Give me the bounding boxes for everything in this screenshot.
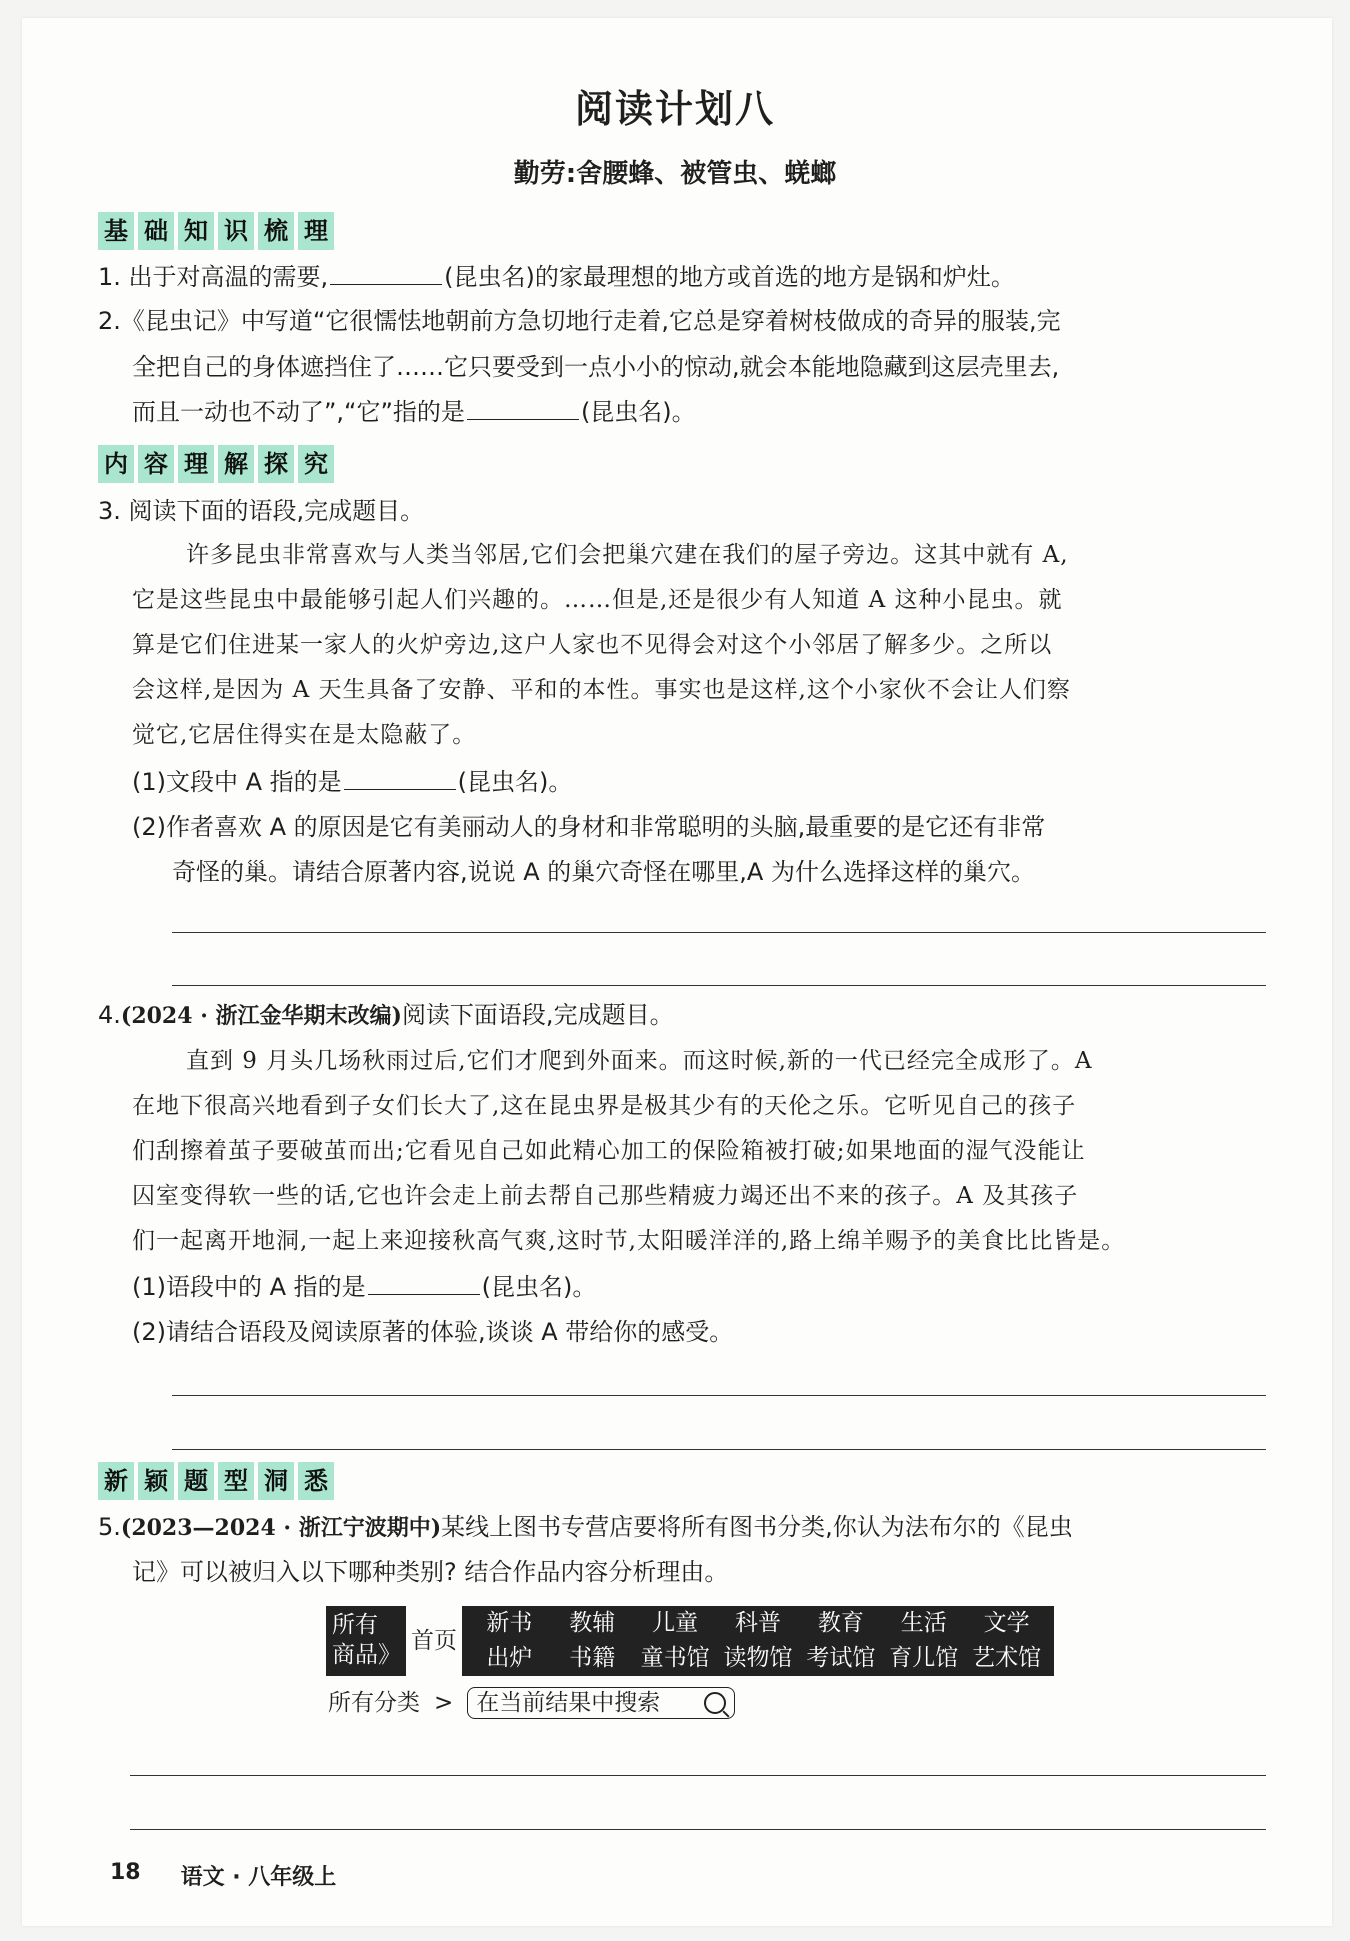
question-5-line-2: 记》可以被归入以下哪种类别? 结合作品内容分析理由。 xyxy=(132,1558,729,1586)
heading-char: 颖 xyxy=(138,1462,174,1500)
q3-sub-2-line-1: (2)作者喜欢 A 的原因是它有美丽动人的身材和非常聪明的头脑,最重要的是它还有非常 xyxy=(132,813,1046,841)
q4-passage-line: 在地下很高兴地看到子女们长大了,这在昆虫界是极其少有的天伦之乐。它听见自己的孩子 xyxy=(132,1093,1077,1119)
heading-char: 容 xyxy=(138,445,174,483)
heading-char: 知 xyxy=(178,212,214,250)
category-item[interactable]: 考试馆 xyxy=(806,1645,876,1671)
q3-passage-line: 觉它,它居住得实在是太隐蔽了。 xyxy=(132,722,477,748)
heading-char: 悉 xyxy=(298,1462,334,1500)
q3-passage-line: 算是它们住进某一家人的火炉旁边,这户人家也不见得会对这个小邻居了解多少。之所以 xyxy=(132,632,1053,658)
q2-text-pre: 而且一动也不动了”,“它”指的是 xyxy=(132,398,465,426)
q3-sub1-post: (昆虫名)。 xyxy=(457,768,573,796)
q4-sub-1 xyxy=(132,1272,596,1302)
heading-char: 新 xyxy=(98,1462,134,1500)
category-item[interactable]: 文学 xyxy=(983,1610,1030,1636)
answer-line[interactable] xyxy=(172,1395,1266,1396)
q1-text-pre: 1. 出于对高温的需要, xyxy=(98,263,329,291)
search-icon[interactable] xyxy=(704,1692,726,1714)
answer-line[interactable] xyxy=(130,1829,1266,1830)
q3-passage-line: 会这样,是因为 A 天生具备了安静、平和的本性。事实也是这样,这个小家伙不会让人们察 xyxy=(132,677,1071,703)
q1-text-post: (昆虫名)的家最理想的地方或首选的地方是锅和炉灶。 xyxy=(444,263,1015,291)
answer-line[interactable] xyxy=(172,985,1266,986)
answer-line[interactable] xyxy=(172,1449,1266,1450)
heading-char: 内 xyxy=(98,445,134,483)
q2-text-post: (昆虫名)。 xyxy=(580,398,696,426)
home-link[interactable]: 首页 xyxy=(411,1628,457,1654)
bookstore-nav-bar xyxy=(326,1606,1054,1676)
question-2-line-3 xyxy=(132,397,696,427)
chevron-right-icon: > xyxy=(434,1690,454,1716)
question-2-line-1: 2.《昆虫记》中写道“它很懦怯地朝前方急切地行走着,它总是穿着树枝做成的奇异的服装,完 xyxy=(98,307,1061,335)
category-item[interactable]: 科普 xyxy=(734,1610,781,1636)
heading-char: 题 xyxy=(178,1462,214,1500)
answer-blank[interactable] xyxy=(467,397,579,420)
question-5-line-1 xyxy=(98,1512,1073,1543)
q4-number: 4. xyxy=(98,1001,121,1029)
all-products-button[interactable] xyxy=(326,1606,406,1676)
q5-text: 某线上图书专营店要将所有图书分类,你认为法布尔的《昆虫 xyxy=(441,1513,1073,1541)
category-menu xyxy=(462,1606,1054,1676)
answer-blank[interactable] xyxy=(368,1272,480,1295)
q4-passage-line: 直到 9 月头几场秋雨过后,它们才爬到外面来。而这时候,新的一代已经完全成形了。A xyxy=(186,1048,1093,1074)
q4-passage-line: 们一起离开地洞,一起上来迎接秋高气爽,这时节,太阳暖洋洋的,路上绵羊赐予的美食比比皆是。 xyxy=(132,1228,1126,1254)
all-products-label-2: 商品》 xyxy=(332,1642,401,1668)
page-subtitle: 勤劳:舍腰蜂、被管虫、蜣螂 xyxy=(513,159,837,189)
all-categories-link[interactable]: 所有分类 xyxy=(328,1690,420,1716)
all-products-label-1: 所有 xyxy=(332,1612,378,1638)
category-item[interactable]: 出炉 xyxy=(486,1645,533,1671)
q3-sub1-pre: (1)文段中 A 指的是 xyxy=(132,768,342,796)
section-heading-basic xyxy=(98,212,334,252)
answer-blank[interactable] xyxy=(330,262,442,285)
heading-char: 型 xyxy=(218,1462,254,1500)
category-item[interactable]: 艺术馆 xyxy=(972,1645,1042,1671)
q4-sub-2: (2)请结合语段及阅读原著的体验,谈谈 A 带给你的感受。 xyxy=(132,1318,734,1346)
category-item[interactable]: 书籍 xyxy=(569,1645,616,1671)
search-placeholder: 在当前结果中搜索 xyxy=(476,1690,661,1716)
q4-passage-line: 们刮擦着茧子要破茧而出;它看见自己如此精心加工的保险箱被打破;如果地面的湿气没能让 xyxy=(132,1138,1086,1164)
section-heading-understand xyxy=(98,445,334,485)
question-1 xyxy=(98,262,1015,292)
answer-line[interactable] xyxy=(172,932,1266,933)
page-title: 阅读计划八 xyxy=(574,86,775,131)
page-number: 18 xyxy=(110,1860,141,1885)
answer-blank[interactable] xyxy=(344,767,456,790)
category-item[interactable]: 生活 xyxy=(900,1610,947,1636)
q4-intro-text: 阅读下面语段,完成题目。 xyxy=(401,1001,674,1029)
q3-passage-line: 它是这些昆虫中最能够引起人们兴趣的。……但是,还是很少有人知道 A 这种小昆虫。就 xyxy=(132,587,1063,613)
heading-char: 洞 xyxy=(258,1462,294,1500)
q4-sub1-post: (昆虫名)。 xyxy=(481,1273,597,1301)
category-item[interactable]: 教育 xyxy=(817,1610,864,1636)
category-item[interactable]: 读物馆 xyxy=(723,1645,793,1671)
answer-line[interactable] xyxy=(130,1775,1266,1776)
category-item[interactable]: 童书馆 xyxy=(640,1645,710,1671)
q5-number: 5. xyxy=(98,1513,121,1541)
question-3-intro: 3. 阅读下面的语段,完成题目。 xyxy=(98,497,425,525)
heading-char: 解 xyxy=(218,445,254,483)
q3-sub-2-line-2: 奇怪的巢。请结合原著内容,说说 A 的巢穴奇怪在哪里,A 为什么选择这样的巢穴。 xyxy=(172,858,1035,886)
heading-char: 理 xyxy=(298,212,334,250)
q5-source: (2023—2024 · 浙江宁波期中) xyxy=(120,1515,442,1541)
filter-row xyxy=(328,1686,735,1720)
search-input[interactable] xyxy=(467,1687,735,1719)
heading-char: 探 xyxy=(258,445,294,483)
question-2-line-2: 全把自己的身体遮挡住了……它只要受到一点小小的惊动,就会本能地隐藏到这层壳里去, xyxy=(132,353,1060,381)
heading-char: 梳 xyxy=(258,212,294,250)
heading-char: 究 xyxy=(298,445,334,483)
category-item[interactable]: 新书 xyxy=(486,1610,533,1636)
section-heading-newtype xyxy=(98,1462,334,1502)
heading-char: 基 xyxy=(98,212,134,250)
heading-char: 理 xyxy=(178,445,214,483)
q3-passage-line: 许多昆虫非常喜欢与人类当邻居,它们会把巢穴建在我们的屋子旁边。这其中就有 A, xyxy=(186,542,1069,568)
category-item[interactable]: 儿童 xyxy=(652,1610,699,1636)
course-label: 语文 · 八年级上 xyxy=(180,1865,337,1890)
category-item[interactable]: 教辅 xyxy=(569,1610,616,1636)
q4-passage-line: 囚室变得软一些的话,它也许会走上前去帮自己那些精疲力竭还出不来的孩子。A 及其孩子 xyxy=(132,1183,1079,1209)
heading-char: 础 xyxy=(138,212,174,250)
page-footer xyxy=(110,1860,336,1891)
heading-char: 识 xyxy=(218,212,254,250)
q4-source: (2024 · 浙江金华期末改编) xyxy=(120,1003,402,1029)
q3-sub-1 xyxy=(132,767,572,797)
question-4-intro xyxy=(98,1000,674,1031)
category-item[interactable]: 育儿馆 xyxy=(889,1645,959,1671)
q4-sub1-pre: (1)语段中的 A 指的是 xyxy=(132,1273,366,1301)
